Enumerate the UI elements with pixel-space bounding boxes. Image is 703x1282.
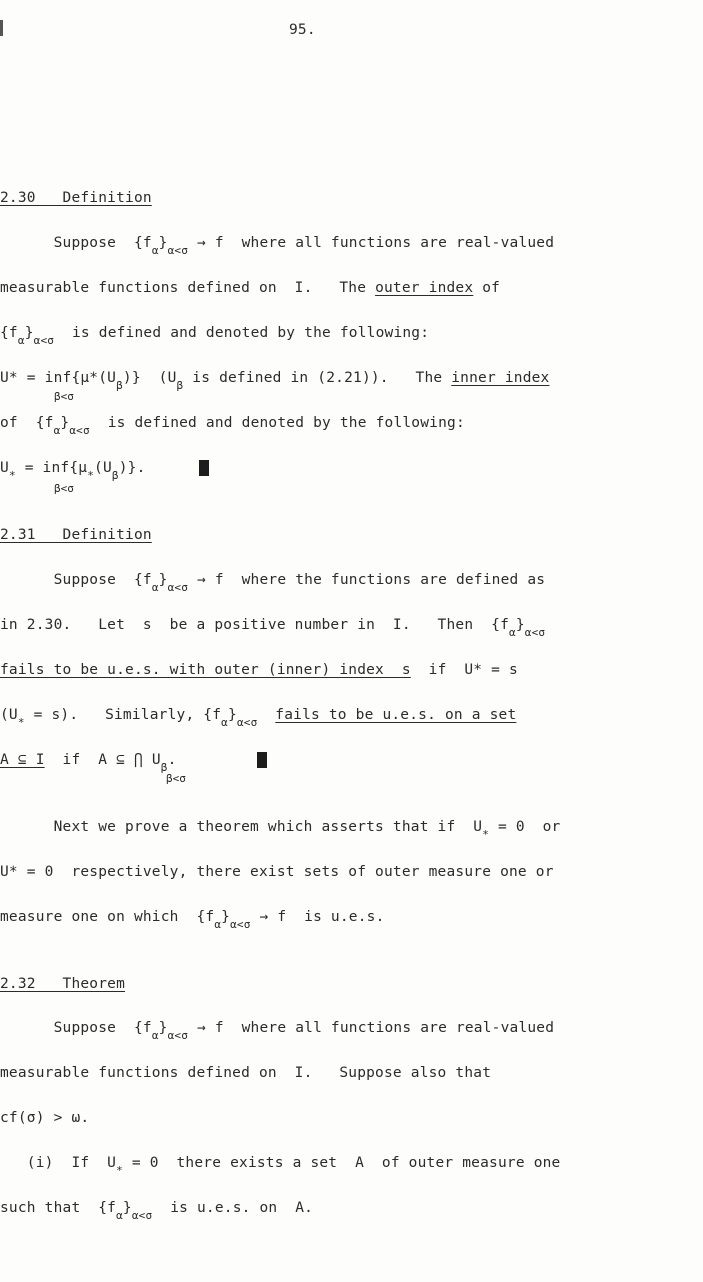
end-of-definition-mark [257,752,267,768]
term-fails-ues-index: fails to be u.e.s. with outer (inner) index s [0,662,411,678]
section-heading-2-32: 2.32 Theorem [0,976,126,992]
text-line: Suppose $\{f_\alpha\}_{\alpha<\sigma} \to f$ where the functions are defined as [0,572,546,594]
page-edge-mark [0,20,3,36]
section-heading-2-30: 2.30 Definition [0,190,152,206]
formula-subscript: β<σ [54,390,74,403]
end-of-definition-mark [199,460,209,476]
text-line: $(U_* = s)$. Similarly, $\{f_\alpha\}_{\alpha<\sigma}$ fails to be u.e.s. on a set [0,707,517,729]
text-line: Suppose $\{f_\alpha\}_{\alpha<\sigma} \to f$ where all functions are real-valued [0,1020,555,1042]
formula-subscript: β<σ [166,772,186,785]
text-line: such that $\{f_\alpha\}_{\alpha<\sigma}$ is u.e.s. on A. [0,1200,314,1222]
text-line: measurable functions defined on I. The outer index of [0,280,501,296]
term-a-subset-i: A ⊆ I [0,752,45,768]
text-line: (i) If $U_* = 0$ there exists a set A of outer measure one [0,1155,561,1177]
text-line: Suppose $\{f_\alpha\}_{\alpha<\sigma} \to f$ where all functions are real-valued [0,235,555,257]
term-outer-index: outer index [375,280,474,296]
term-fails-ues-set: fails to be u.e.s. on a set [275,707,517,723]
formula-inner-index: $U_* = inf\{\mu_*(U_\beta)\}$. [0,460,146,482]
formula-subscript: β<σ [54,482,74,495]
text-line: Next we prove a theorem which asserts that if $U_* = 0$ or [0,819,561,841]
term-inner-index: inner index [451,370,550,386]
text-line: measurable functions defined on I. Suppose also that [0,1065,492,1081]
text-line: measure one on which $\{f_\alpha\}_{\alpha<\sigma} \to f$ is u.e.s. [0,909,385,931]
page-number: 95. [289,22,316,38]
text-line: fails to be u.e.s. with outer (inner) index s if U* = s [0,662,518,678]
formula-outer-index: $U* = inf\{\mu*(U_\beta)\}$ ($U_\beta$ is defined in (2.21)). The inner index [0,370,550,392]
formula-set-condition: A ⊆ I if A ⊆ ⋂ $U_\beta$. [0,752,177,774]
section-heading-2-31: 2.31 Definition [0,527,152,543]
text-line: $\{f_\alpha\}_{\alpha<\sigma}$ is defined and denoted by the following: [0,325,430,347]
text-line: cf(σ) > ω. [0,1110,90,1126]
text-line: in 2.30. Let s be a positive number in I. Then $\{f_\alpha\}_{\alpha<\sigma}$ [0,617,546,639]
text-line: U* = 0 respectively, there exist sets of outer measure one or [0,864,554,880]
text-line: of $\{f_\alpha\}_{\alpha<\sigma}$ is defined and denoted by the following: [0,415,465,437]
